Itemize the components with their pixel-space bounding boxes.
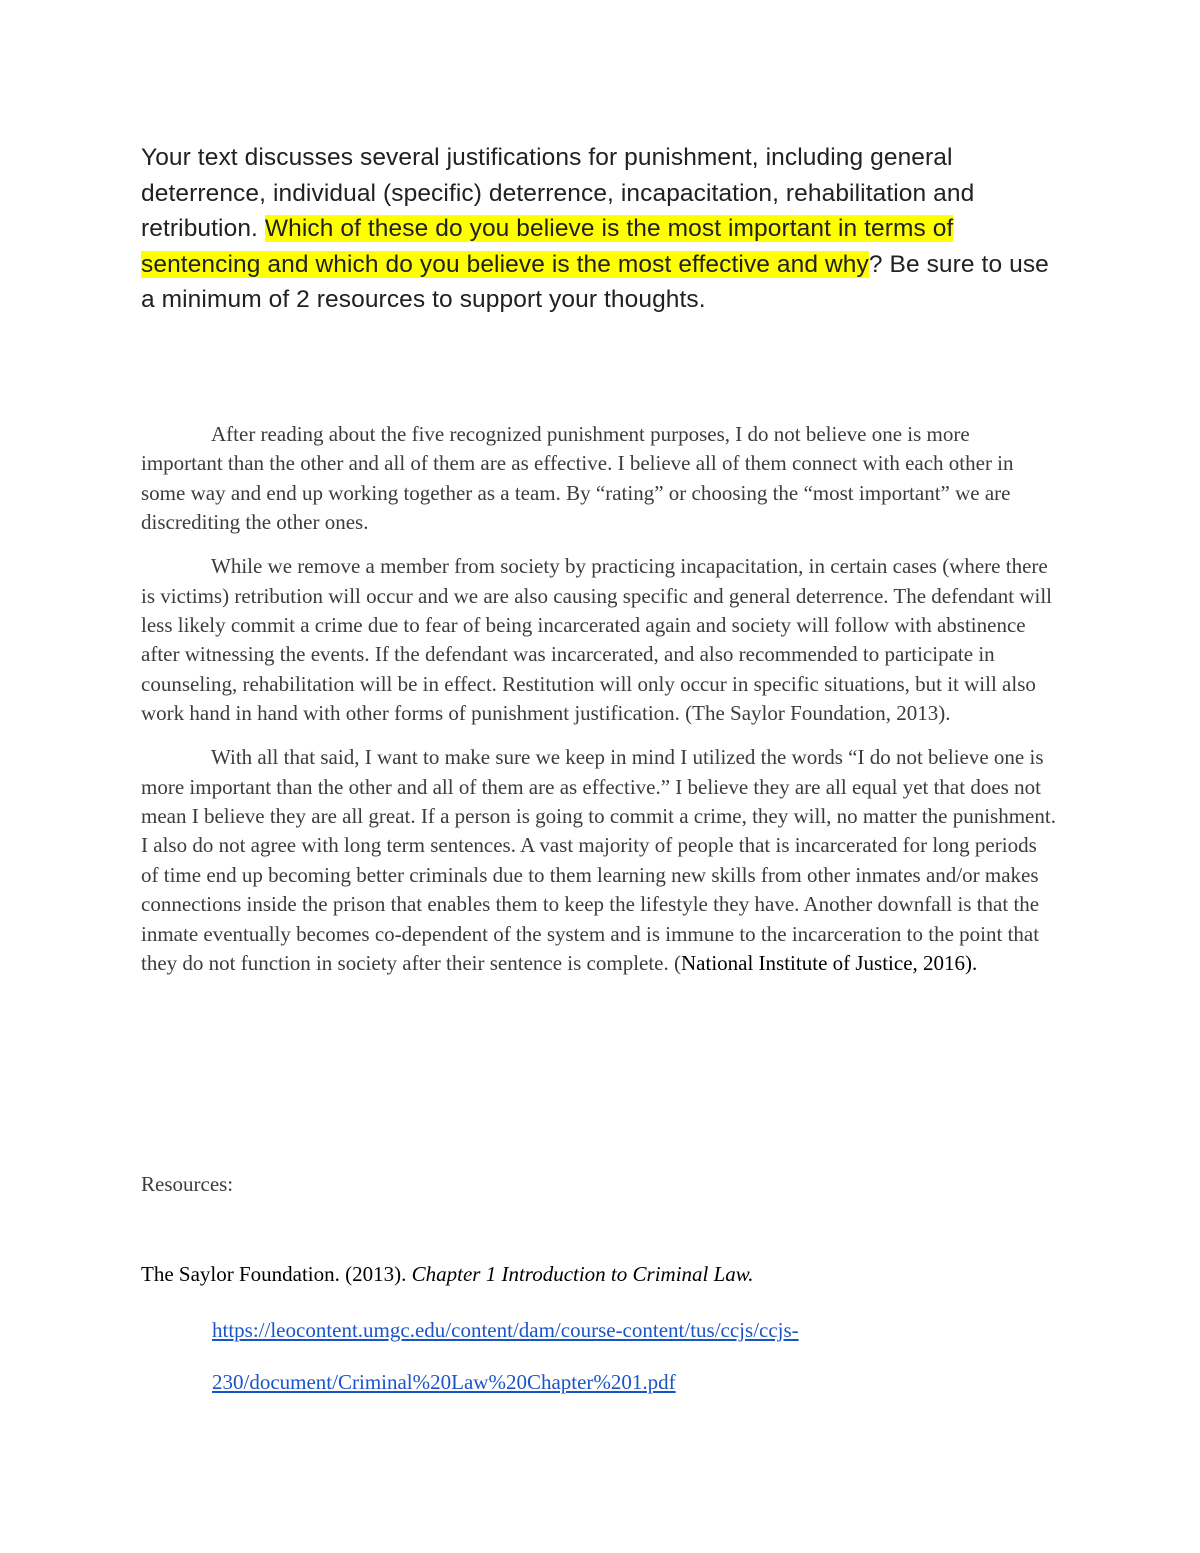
reference-title: Chapter 1 Introduction to Criminal Law. — [411, 1262, 754, 1286]
reference-link-line-2[interactable]: 230/document/Criminal%20Law%20Chapter%201.pdf — [212, 1370, 676, 1394]
essay-body — [141, 420, 1056, 993]
reference-entry — [141, 1260, 1071, 1289]
essay-paragraph-3-citation: National Institute of Justice, 2016). — [681, 951, 978, 976]
essay-paragraph-1: After reading about the five recognized punishment purposes, I do not believe one is more important than the other and all of them are as effective. I believe all of them connect with each other in some way and end up working together as a team. By “rating” or choosing the “most important” we are discrediting the other ones. — [141, 422, 1014, 535]
prompt-text-requirement: ? Be sure to use a minimum of 2 resources to support your thoughts. — [141, 250, 1049, 313]
prompt-highlighted-question: Which of these do you believe is the most important in terms of sentencing and which do you believe is the most effective and why — [141, 215, 954, 278]
essay-paragraph-3 — [141, 743, 1056, 978]
essay-paragraph-2: While we remove a member from society by practicing incapacitation, in certain cases (where there is victims) retribution will occur and we are also causing specific and general deterrence. The defendant will less likely commit a crime due to fear of being incarcerated again and society will follow with abstinence after witnessing the events. If the defendant was incarcerated, and also recommended to participate in counseling, rehabilitation will be in effect. Restitution will only occur in specific situations, but it will also work hand in hand with other forms of punishment justification. (The Saylor Foundation, 2013). — [141, 554, 1053, 726]
assignment-prompt — [141, 140, 1066, 318]
reference-author: The Saylor Foundation. (2013). — [141, 1262, 412, 1286]
essay-paragraph-3-text: With all that said, I want to make sure we keep in mind I utilized the words “I do not believe one is more important than the other and all of them are as effective.” I believe they are all equal yet that does not mean I believe they are all great. If a person is going to commit a crime, they will, no matter the punishment. I also do not agree with long term sentences. A vast majority of people that is incarcerated for long periods of time end up becoming better criminals due to them learning new skills from other inmates and/or makes connections inside the prison that enables them to keep the lifestyle they have. Another downfall is that the inmate eventually becomes co-dependent of the system and is immune to the incarceration to the point that they do not function in society after their sentence is complete. ( — [141, 745, 1056, 976]
resources-heading: Resources: — [141, 1172, 234, 1196]
reference-link-line-1[interactable]: https://leocontent.umgc.edu/content/dam/course-content/tus/ccjs/ccjs- — [212, 1318, 799, 1342]
prompt-text-intro: Your text discusses several justifications for punishment, including general deterrence, individual (specific) deterrence, incapacitation, rehabilitation and retribution. — [141, 144, 975, 242]
